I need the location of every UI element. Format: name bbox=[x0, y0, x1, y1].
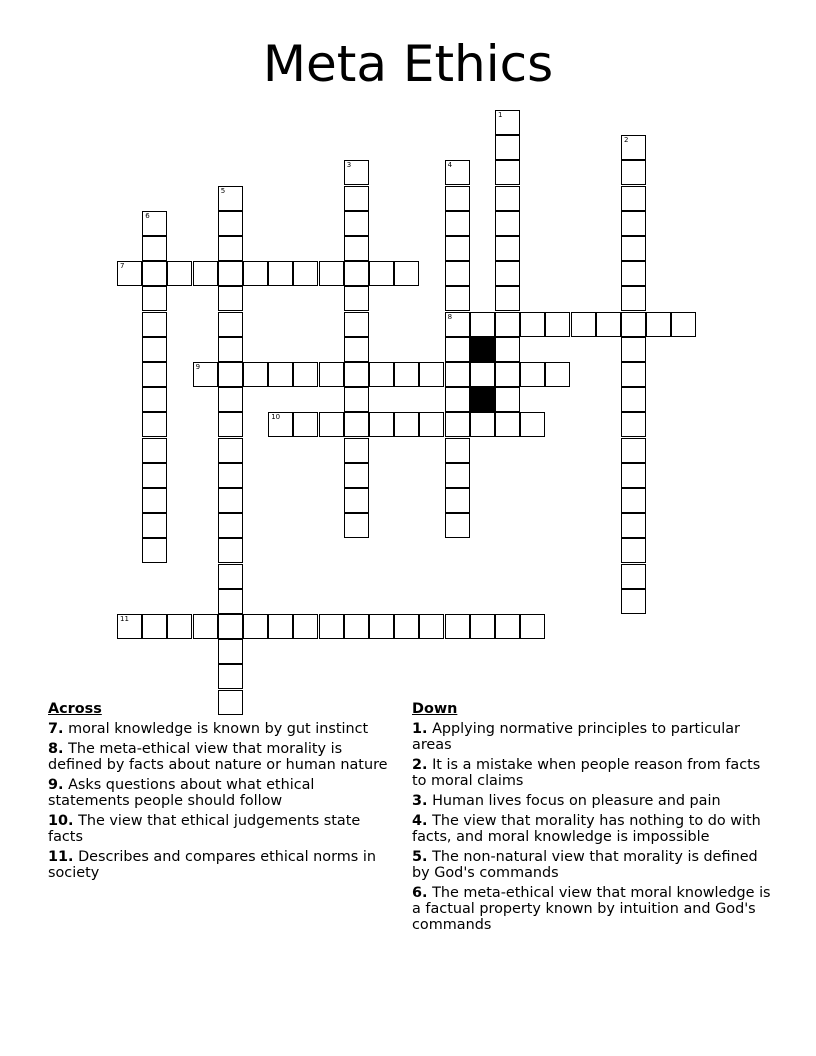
grid-cell[interactable] bbox=[445, 312, 470, 337]
grid-cell[interactable] bbox=[344, 236, 369, 261]
grid-cell[interactable] bbox=[344, 261, 369, 286]
cell-number: 11 bbox=[120, 615, 129, 623]
grid-cell[interactable] bbox=[520, 614, 545, 639]
grid-cell[interactable] bbox=[268, 614, 293, 639]
grid-cell[interactable] bbox=[167, 614, 192, 639]
grid-cell[interactable] bbox=[218, 362, 243, 387]
grid-cell[interactable] bbox=[520, 362, 545, 387]
grid-cell[interactable] bbox=[218, 261, 243, 286]
grid-cell[interactable] bbox=[621, 261, 646, 286]
grid-cell[interactable] bbox=[218, 337, 243, 362]
grid-cell[interactable] bbox=[319, 412, 344, 437]
grid-cell[interactable] bbox=[419, 412, 444, 437]
grid-cell[interactable] bbox=[344, 488, 369, 513]
down-clue-6: 6. The meta-ethical view that moral knowledge is a factual property known by intuition and God's commands bbox=[412, 885, 771, 933]
grid-cell[interactable] bbox=[344, 312, 369, 337]
cell-number: 9 bbox=[195, 363, 201, 371]
grid-cell[interactable] bbox=[571, 312, 596, 337]
cell-number: 4 bbox=[447, 161, 453, 170]
grid-cell[interactable] bbox=[495, 387, 520, 412]
cell-number: 10 bbox=[271, 413, 281, 422]
grid-cell[interactable] bbox=[142, 337, 167, 362]
grid-cell[interactable] bbox=[470, 312, 495, 337]
across-clue-11: 11. Describes and compares ethical norms in society bbox=[48, 849, 376, 881]
grid-cell[interactable] bbox=[319, 261, 344, 286]
grid-cell[interactable] bbox=[218, 614, 243, 639]
grid-cell[interactable] bbox=[495, 236, 520, 261]
grid-cell[interactable] bbox=[142, 236, 167, 261]
grid-cell[interactable] bbox=[117, 261, 142, 286]
grid-cell[interactable] bbox=[621, 312, 646, 337]
grid-cell[interactable] bbox=[495, 186, 520, 211]
grid-cell[interactable] bbox=[545, 312, 570, 337]
grid-cell[interactable] bbox=[445, 463, 470, 488]
grid-cell[interactable] bbox=[445, 488, 470, 513]
grid-cell[interactable] bbox=[369, 412, 394, 437]
grid-cell[interactable] bbox=[621, 488, 646, 513]
cell-number: 2 bbox=[624, 136, 629, 145]
grid-cell[interactable] bbox=[218, 387, 243, 412]
grid-cell[interactable] bbox=[218, 488, 243, 513]
grid-cell[interactable] bbox=[495, 286, 520, 311]
grid-cell[interactable] bbox=[621, 438, 646, 463]
grid-cell[interactable] bbox=[218, 438, 243, 463]
grid-cell[interactable] bbox=[495, 312, 520, 337]
grid-cell[interactable] bbox=[445, 412, 470, 437]
grid-cell[interactable] bbox=[445, 438, 470, 463]
grid-cell[interactable] bbox=[344, 513, 369, 538]
grid-cell[interactable] bbox=[142, 513, 167, 538]
grid-cell[interactable] bbox=[621, 337, 646, 362]
grid-cell[interactable] bbox=[218, 664, 243, 689]
grid-cell[interactable] bbox=[344, 286, 369, 311]
grid-cell[interactable] bbox=[671, 312, 696, 337]
grid-cell[interactable] bbox=[218, 236, 243, 261]
grid-cell[interactable] bbox=[142, 614, 167, 639]
grid-cell[interactable] bbox=[293, 362, 318, 387]
down-clue-4: 4. The view that morality has nothing to do with facts, and moral knowledge is impossible bbox=[412, 813, 761, 845]
grid-cell[interactable] bbox=[243, 261, 268, 286]
grid-cell[interactable] bbox=[344, 412, 369, 437]
grid-cell[interactable] bbox=[495, 412, 520, 437]
grid-cell[interactable] bbox=[268, 362, 293, 387]
grid-cell[interactable] bbox=[142, 261, 167, 286]
grid-cell[interactable] bbox=[495, 160, 520, 185]
grid-cell[interactable] bbox=[621, 186, 646, 211]
grid-cell[interactable] bbox=[344, 463, 369, 488]
grid-cell[interactable] bbox=[243, 614, 268, 639]
grid-cell[interactable] bbox=[193, 261, 218, 286]
grid-cell[interactable] bbox=[218, 286, 243, 311]
grid-cell[interactable] bbox=[495, 135, 520, 160]
grid-cell[interactable] bbox=[445, 286, 470, 311]
grid-cell[interactable] bbox=[344, 614, 369, 639]
grid-cell[interactable] bbox=[293, 412, 318, 437]
grid-cell[interactable] bbox=[394, 362, 419, 387]
grid-cell[interactable] bbox=[218, 513, 243, 538]
grid-cell[interactable] bbox=[218, 312, 243, 337]
down-heading: Down bbox=[412, 701, 458, 717]
grid-cell[interactable] bbox=[646, 312, 671, 337]
grid-cell[interactable] bbox=[293, 261, 318, 286]
cell-number: 1 bbox=[498, 111, 503, 119]
grid-cell[interactable] bbox=[142, 362, 167, 387]
grid-cell[interactable] bbox=[495, 614, 520, 639]
grid-cell[interactable] bbox=[419, 362, 444, 387]
cell-number: 7 bbox=[120, 262, 125, 271]
grid-cell[interactable] bbox=[218, 211, 243, 236]
grid-cell[interactable] bbox=[470, 614, 495, 639]
cell-number: 5 bbox=[220, 186, 226, 195]
grid-cell[interactable] bbox=[344, 387, 369, 412]
grid-cell[interactable] bbox=[520, 412, 545, 437]
across-clues bbox=[48, 701, 396, 885]
grid-cell[interactable] bbox=[445, 387, 470, 412]
grid-cell[interactable] bbox=[344, 186, 369, 211]
grid-cell[interactable] bbox=[344, 160, 369, 185]
across-clue-8: 8. The meta-ethical view that morality is defined by facts about nature or human nature bbox=[48, 741, 388, 773]
grid-cell[interactable] bbox=[445, 614, 470, 639]
grid-cell[interactable] bbox=[142, 412, 167, 437]
grid-cell[interactable] bbox=[445, 186, 470, 211]
grid-cell[interactable] bbox=[394, 412, 419, 437]
grid-cell[interactable] bbox=[621, 362, 646, 387]
grid-cell[interactable] bbox=[445, 337, 470, 362]
grid-cell[interactable] bbox=[218, 463, 243, 488]
grid-cell[interactable] bbox=[218, 639, 243, 664]
grid-cell[interactable] bbox=[193, 614, 218, 639]
grid-cell[interactable] bbox=[621, 160, 646, 185]
grid-cell[interactable] bbox=[218, 412, 243, 437]
grid-cell[interactable] bbox=[142, 488, 167, 513]
cell-number: 3 bbox=[346, 161, 352, 170]
grid-cell[interactable] bbox=[445, 236, 470, 261]
black-cell bbox=[470, 387, 495, 412]
grid-cell[interactable] bbox=[596, 312, 621, 337]
grid-cell[interactable] bbox=[117, 614, 142, 639]
grid-cell[interactable] bbox=[419, 614, 444, 639]
grid-cell[interactable] bbox=[621, 286, 646, 311]
grid-cell[interactable] bbox=[243, 362, 268, 387]
grid-cell[interactable] bbox=[344, 438, 369, 463]
grid-cell[interactable] bbox=[142, 286, 167, 311]
grid-cell[interactable] bbox=[545, 362, 570, 387]
puzzle-title: Meta Ethics bbox=[262, 35, 554, 93]
grid-cell[interactable] bbox=[142, 538, 167, 563]
grid-cell[interactable] bbox=[218, 538, 243, 563]
grid-cell[interactable] bbox=[142, 387, 167, 412]
grid-cell[interactable] bbox=[167, 261, 192, 286]
down-clue-5: 5. The non-natural view that morality is defined by God's commands bbox=[412, 849, 758, 881]
grid-cell[interactable] bbox=[218, 589, 243, 614]
grid-cell[interactable] bbox=[470, 412, 495, 437]
grid-cell[interactable] bbox=[495, 337, 520, 362]
down-clue-3: 3. Human lives focus on pleasure and pain bbox=[412, 793, 721, 809]
grid-cell[interactable] bbox=[445, 513, 470, 538]
across-clue-7: 7. moral knowledge is known by gut instinct bbox=[48, 721, 369, 737]
grid-cell[interactable] bbox=[142, 438, 167, 463]
grid-cell[interactable] bbox=[193, 362, 218, 387]
grid-cell[interactable] bbox=[268, 412, 293, 437]
grid-cell[interactable] bbox=[495, 261, 520, 286]
grid-cell[interactable] bbox=[142, 211, 167, 236]
down-clue-1: 1. Applying normative principles to particular areas bbox=[412, 721, 740, 753]
grid-cell[interactable] bbox=[445, 160, 470, 185]
grid-cell[interactable] bbox=[369, 614, 394, 639]
down-clue-2: 2. It is a mistake when people reason from facts to moral claims bbox=[412, 757, 761, 789]
grid-cell[interactable] bbox=[344, 337, 369, 362]
across-heading: Across bbox=[48, 701, 102, 717]
grid-cell[interactable] bbox=[621, 463, 646, 488]
grid-cell[interactable] bbox=[369, 362, 394, 387]
cell-number: 8 bbox=[447, 312, 453, 321]
across-clue-10: 10. The view that ethical judgements state facts bbox=[48, 813, 361, 845]
grid-cell[interactable] bbox=[142, 463, 167, 488]
grid-cell[interactable] bbox=[268, 261, 293, 286]
black-cell bbox=[470, 337, 495, 362]
across-clue-9: 9. Asks questions about what ethical statements people should follow bbox=[48, 777, 315, 809]
grid-cell[interactable] bbox=[369, 261, 394, 286]
grid-cell[interactable] bbox=[520, 312, 545, 337]
grid-cell[interactable] bbox=[344, 362, 369, 387]
grid-cell[interactable] bbox=[142, 312, 167, 337]
down-clues bbox=[412, 701, 772, 937]
grid-cell[interactable] bbox=[495, 211, 520, 236]
grid-cell[interactable] bbox=[445, 362, 470, 387]
grid-cell[interactable] bbox=[621, 387, 646, 412]
grid-cell[interactable] bbox=[470, 362, 495, 387]
grid-cell[interactable] bbox=[495, 362, 520, 387]
cell-number: 6 bbox=[145, 211, 150, 220]
grid-cell[interactable] bbox=[621, 513, 646, 538]
grid-cell[interactable] bbox=[621, 589, 646, 614]
grid-cell[interactable] bbox=[293, 614, 318, 639]
grid-cell[interactable] bbox=[394, 614, 419, 639]
grid-cell[interactable] bbox=[445, 211, 470, 236]
grid-cell[interactable] bbox=[445, 261, 470, 286]
grid-cell[interactable] bbox=[319, 614, 344, 639]
grid-cell[interactable] bbox=[344, 211, 369, 236]
grid-cell[interactable] bbox=[218, 186, 243, 211]
grid-cell[interactable] bbox=[218, 564, 243, 589]
grid-cell[interactable] bbox=[394, 261, 419, 286]
grid-cell[interactable] bbox=[621, 211, 646, 236]
grid-cell[interactable] bbox=[319, 362, 344, 387]
grid-cell[interactable] bbox=[495, 110, 520, 135]
grid-cell[interactable] bbox=[621, 564, 646, 589]
grid-cell[interactable] bbox=[621, 135, 646, 160]
grid-cell[interactable] bbox=[621, 412, 646, 437]
grid-cell[interactable] bbox=[621, 236, 646, 261]
grid-cell[interactable] bbox=[621, 538, 646, 563]
